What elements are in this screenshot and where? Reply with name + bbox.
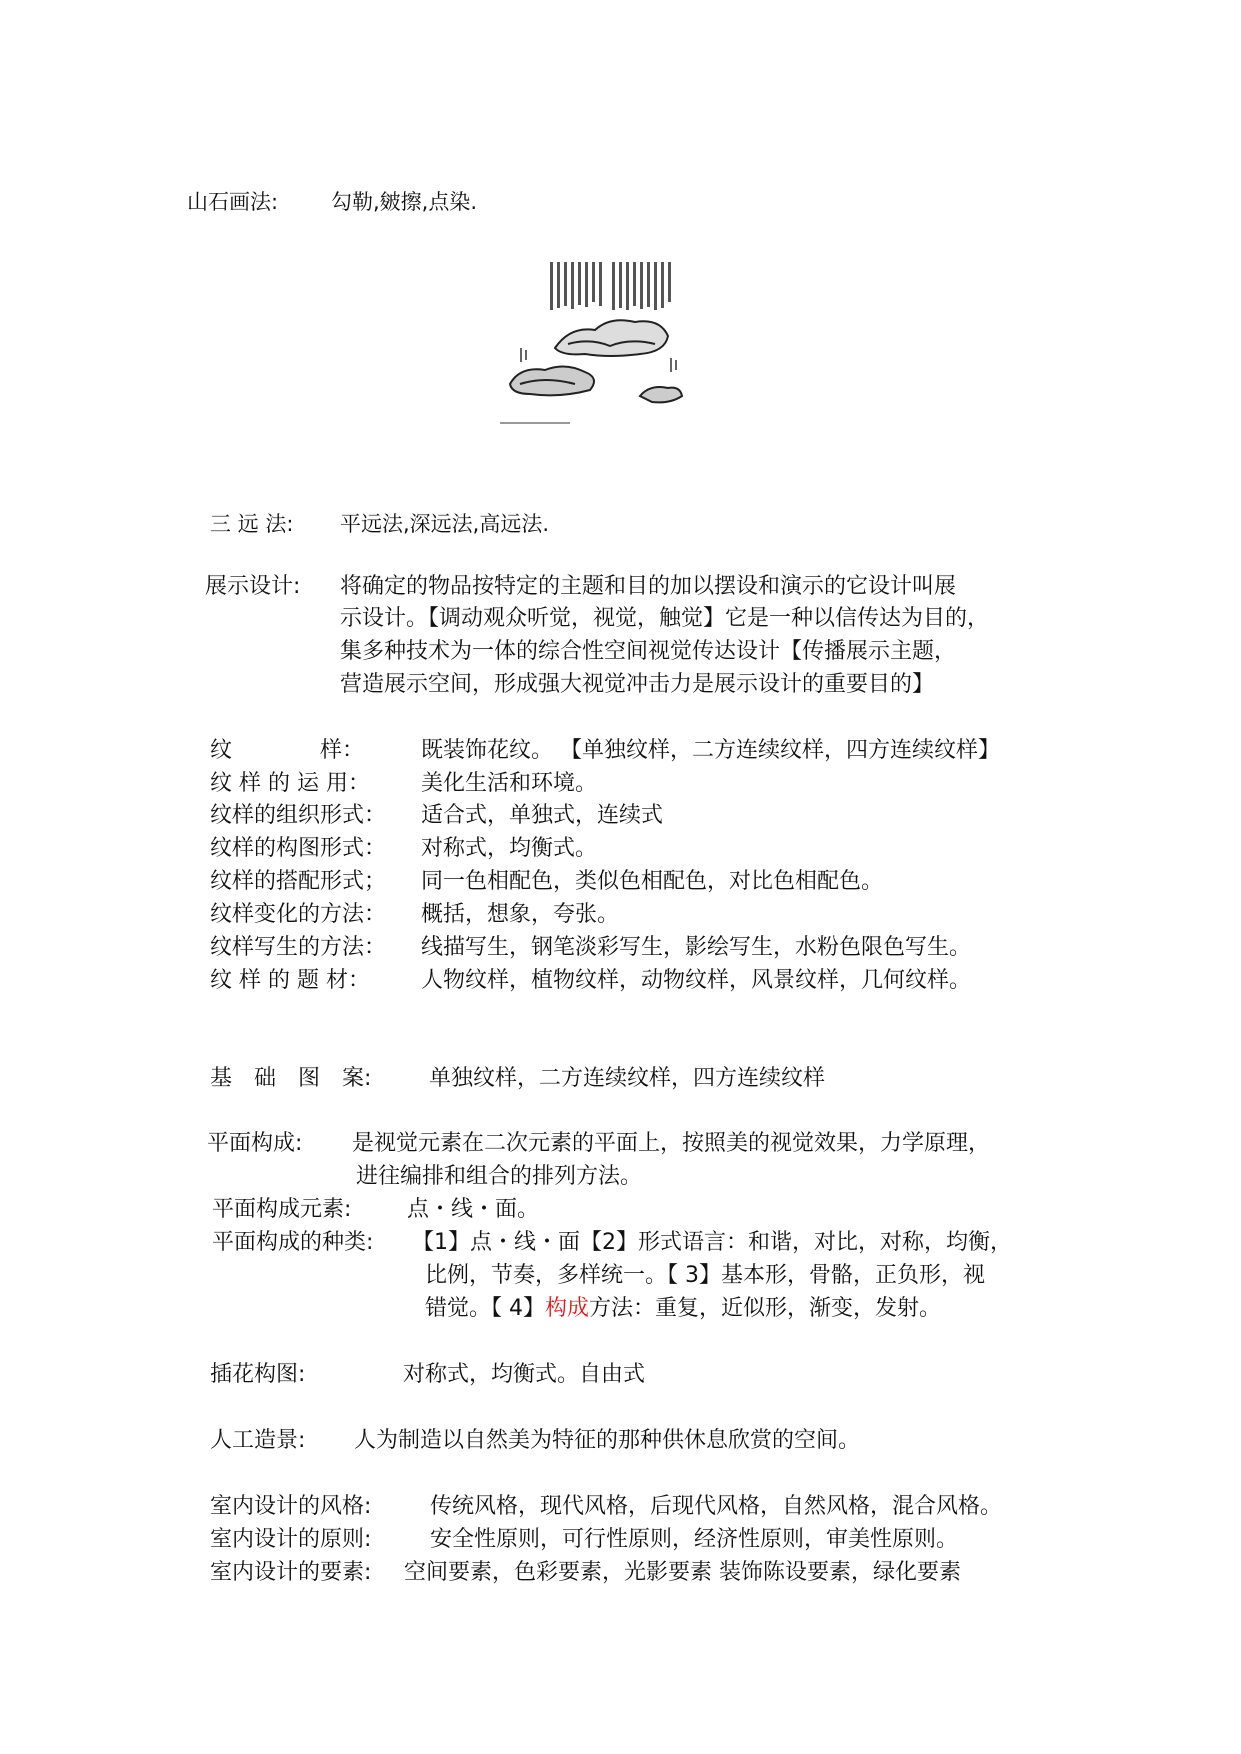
yuansu-label: 平面构成元素:	[212, 1197, 352, 1222]
wenyang-text-7: 线描写生，钢笔淡彩写生，影绘写生，水粉色限色写生。	[421, 935, 972, 960]
wenyang-label-7: 纹样写生的方法：	[210, 935, 387, 960]
sanyuan-label: 三 远 法:	[210, 512, 294, 536]
chahua-label: 插花构图:	[210, 1362, 306, 1387]
zhonglei-line-3-post: 方法：重复，近似形，渐变，发射。	[589, 1296, 942, 1321]
zhonglei-label: 平面构成的种类:	[212, 1230, 374, 1255]
zhonglei-line-3-pre: 错觉。【 4】	[425, 1296, 545, 1321]
zhonglei-line-2: 比例，节奏，多样统一。【 3】基本形，骨骼，正负形，视	[425, 1263, 985, 1288]
zhanshi-line-4: 营造展示空间，形成强大视觉冲击力是展示设计的重要目的】	[340, 672, 935, 697]
rock-painting-illustration	[490, 258, 720, 430]
zhanshi-line-1: 将确定的物品按特定的主题和目的加以摆设和演示的它设计叫展	[340, 574, 957, 599]
calligraphy-columns	[550, 262, 671, 310]
wenyang-text-5: 同一色相配色，类似色相配色，对比色相配色。	[421, 869, 884, 894]
wenyang-label-3: 纹样的组织形式：	[210, 803, 387, 828]
wenyang-label-8: 纹 样 的 题 材：	[210, 968, 370, 993]
yuansu-text: 点・线・面。	[407, 1197, 540, 1222]
wenyang-label-4: 纹样的构图形式：	[210, 836, 387, 861]
shinei-text-2: 安全性原则，可行性原则，经济性原则，审美性原则。	[430, 1527, 959, 1552]
shinei-text-3: 空间要素，色彩要素，光影要素 装饰陈设要素，绿化要素	[404, 1560, 961, 1585]
zhanshi-label: 展示设计:	[205, 574, 301, 599]
pingmian-label: 平面构成:	[207, 1131, 303, 1156]
shanshi-label: 山石画法:	[187, 190, 279, 214]
wenyang-text-6: 概括，想象，夸张。	[421, 902, 620, 927]
rengong-text: 人为制造以自然美为特征的那种供休息欣赏的空间。	[354, 1428, 861, 1453]
caption-line	[500, 422, 570, 424]
wenyang-label-5: 纹样的搭配形式；	[210, 869, 387, 894]
pingmian-line-2: 进往编排和组合的排列方法。	[356, 1164, 643, 1189]
shanshi-text: 勾勒,皴擦,点染.	[331, 190, 478, 214]
shinei-label-2: 室内设计的原则:	[210, 1527, 372, 1552]
zhonglei-line-1: 【1】点・线・面【2】形式语言：和谐，对比，对称，均衡，	[412, 1230, 1012, 1255]
wenyang-text-8: 人物纹样，植物纹样，动物纹样，风景纹样，几何纹样。	[421, 968, 972, 993]
wenyang-text-4: 对称式，均衡式。	[421, 836, 598, 861]
zhonglei-line-3	[425, 1295, 941, 1323]
wenyang-label-6: 纹样变化的方法：	[210, 902, 387, 927]
wenyang-label-1: 纹 样：	[210, 738, 365, 763]
wenyang-label-2: 纹 样 的 运 用：	[210, 771, 370, 796]
shinei-label-3: 室内设计的要素:	[210, 1560, 372, 1585]
zhanshi-line-3: 集多种技术为一体的综合性空间视觉传达设计【传播展示主题，	[340, 639, 957, 664]
wenyang-text-1: 既装饰花纹。 【单独纹样，二方连续纹样，四方连续纹样】	[421, 738, 1000, 763]
wenyang-text-3: 适合式，单独式，连续式	[421, 803, 664, 828]
wenyang-text-2: 美化生活和环境。	[421, 771, 598, 796]
zhanshi-line-2: 示设计。【调动观众听觉，视觉，触觉】它是一种以信传达为目的，	[340, 606, 990, 631]
rengong-label: 人工造景:	[210, 1428, 306, 1453]
zhonglei-highlight: 构成	[545, 1296, 590, 1321]
shinei-text-1: 传统风格，现代风格，后现代风格，自然风格，混合风格。	[430, 1494, 1003, 1519]
sanyuan-text: 平远法,深远法,高远法.	[340, 512, 550, 536]
rock-shapes	[510, 320, 682, 402]
jichu-text: 单独纹样，二方连续纹样，四方连续纹样	[429, 1066, 826, 1091]
pingmian-line-1: 是视觉元素在二次元素的平面上，按照美的视觉效果，力学原理，	[352, 1131, 991, 1156]
chahua-text: 对称式，均衡式。自由式	[403, 1362, 646, 1387]
shinei-label-1: 室内设计的风格:	[210, 1494, 372, 1519]
jichu-label: 基 础 图 案:	[210, 1066, 372, 1091]
